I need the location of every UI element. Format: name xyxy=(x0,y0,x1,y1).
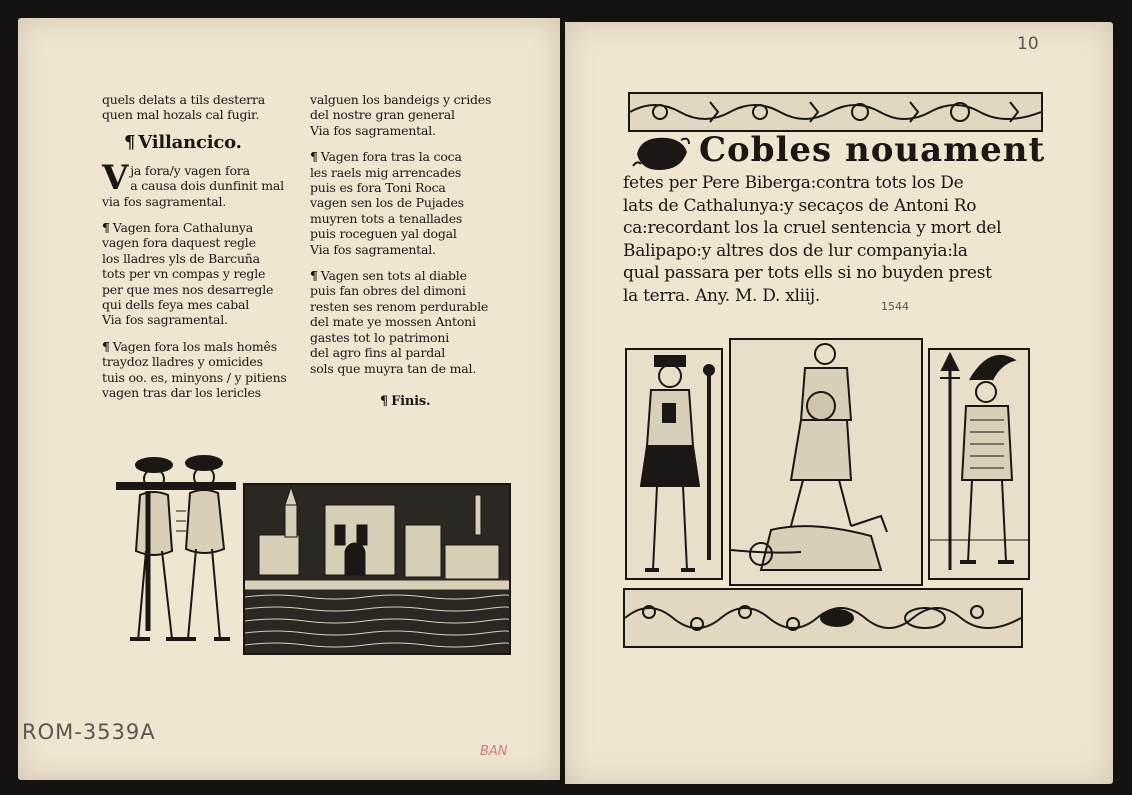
text-line: via fos sagramental. xyxy=(102,193,227,209)
text-line: vagen sen los de Pujades xyxy=(310,195,464,211)
text-line: sols que muyra tan de mal. xyxy=(310,360,477,376)
text-line: tuis oo. es, minyons / y pitiens xyxy=(102,369,287,385)
text-line: resten ses renom perdurable xyxy=(310,298,489,314)
floral-border-icon xyxy=(630,94,1041,130)
halberdier-icon xyxy=(930,350,1028,578)
pilcrow-icon: ¶ xyxy=(310,149,318,165)
text-line: ¶ Vagen fora Cathalunya xyxy=(102,220,254,236)
stanza-5 xyxy=(310,268,491,376)
bottom-ornament-border xyxy=(623,588,1023,648)
pilcrow-icon: ¶ xyxy=(124,131,136,153)
text-line: Via fos sagramental. xyxy=(102,312,228,328)
city-woodcut xyxy=(243,483,511,655)
text-line: vagen fora daquest regle xyxy=(102,235,256,251)
text-line: ja fora/y vagen fora xyxy=(130,162,250,178)
left-column-2 xyxy=(310,92,491,409)
text-line: del nostre gran general xyxy=(310,107,455,123)
text-line: muyren tots a tenallades xyxy=(310,210,463,226)
text-line: ¶ Vagen fora tras la coca xyxy=(310,149,462,165)
text-line: qui dells feya mes cabal xyxy=(102,297,250,313)
heading-text: Villancico. xyxy=(138,131,242,153)
text-line: quen mal hozals cal fugir. xyxy=(102,107,260,123)
text-line: les raels mig arrencades xyxy=(310,164,462,180)
text-line: quels delats a tils desterra xyxy=(102,92,265,107)
figure-left-woodcut xyxy=(625,348,723,580)
text-line: tots per vn compas y regle xyxy=(102,266,266,282)
city-harbor-icon xyxy=(245,485,509,653)
text-line: puis fan obres del dimoni xyxy=(310,283,466,299)
stanza-2 xyxy=(102,220,287,328)
finis-label: ¶ Finis. xyxy=(380,393,431,409)
drop-cap: V xyxy=(102,157,129,198)
subtitle-block xyxy=(623,172,1093,307)
text-line: Via fos sagramental. xyxy=(310,241,436,257)
top-ornament-border xyxy=(628,92,1043,132)
folio-number: 10 xyxy=(1017,34,1039,54)
text-line: per que mes nos desarregle xyxy=(102,281,274,297)
pilcrow-icon: ¶ xyxy=(380,393,389,409)
stanza-4 xyxy=(310,149,491,257)
vine-border-icon xyxy=(625,590,1021,646)
pilcrow-icon: ¶ xyxy=(102,220,110,236)
text-line: vagen tras dar los lericles xyxy=(102,385,261,401)
text-line: ¶ Vagen fora los mals homês xyxy=(102,338,277,354)
musicians-woodcut xyxy=(116,451,236,651)
pilcrow-icon: ¶ xyxy=(310,268,318,284)
villancico-heading xyxy=(124,131,287,155)
subtitle-line: Balipapo:y altres dos de lur companyia:la xyxy=(623,240,968,261)
subtitle-line: ca:recordant los la cruel sentencia y mort del xyxy=(623,218,1002,238)
leaf-ornament-icon xyxy=(631,132,691,174)
pencil-year: 1544 xyxy=(881,300,909,313)
text-line: a causa dois dunfinit mal xyxy=(130,178,284,194)
text-line: puis roceguen yal dogal xyxy=(310,226,457,242)
left-column-1 xyxy=(102,92,287,401)
stanza-3 xyxy=(102,339,287,401)
left-page xyxy=(18,18,560,780)
subtitle-line: qual passara per tots ells si no buyden prest xyxy=(623,263,992,283)
subtitle-line: la terra. Any. M. D. xliij. xyxy=(623,285,820,306)
right-page xyxy=(565,22,1113,784)
execution-scene-icon xyxy=(731,340,921,584)
pencil-shelfmark: ROM-3539A xyxy=(22,720,156,744)
text-line: gastes tot lo patrimoni xyxy=(310,329,449,345)
stanza-1 xyxy=(102,157,287,209)
text-line: los lladres yls de Barcuña xyxy=(102,250,260,266)
text-line: Via fos sagramental. xyxy=(310,122,436,138)
standing-man-icon xyxy=(627,350,721,578)
text-line: valguen los bandeigs y crides xyxy=(310,92,492,107)
main-title: Cobles nouament xyxy=(699,130,1046,170)
text-line: traydoz lladres y omicides xyxy=(102,354,263,370)
pilcrow-icon: ¶ xyxy=(102,338,110,354)
execution-scene-woodcut xyxy=(729,338,923,586)
subtitle-line: fetes per Pere Biberga:contra tots los De xyxy=(623,173,964,193)
musicians-figure-icon xyxy=(116,451,236,651)
text-line: puis es fora Toni Roca xyxy=(310,180,446,196)
text-line: del agro fins al pardal xyxy=(310,345,446,361)
soldier-woodcut xyxy=(928,348,1030,580)
subtitle-line: lats de Cathalunya:y secaços de Antoni Ro xyxy=(623,195,977,216)
library-stamp: BAN xyxy=(480,744,508,759)
text-line: ¶ Vagen sen tots al diable xyxy=(310,268,467,284)
text-line: del mate ye mossen Antoni xyxy=(310,314,476,330)
